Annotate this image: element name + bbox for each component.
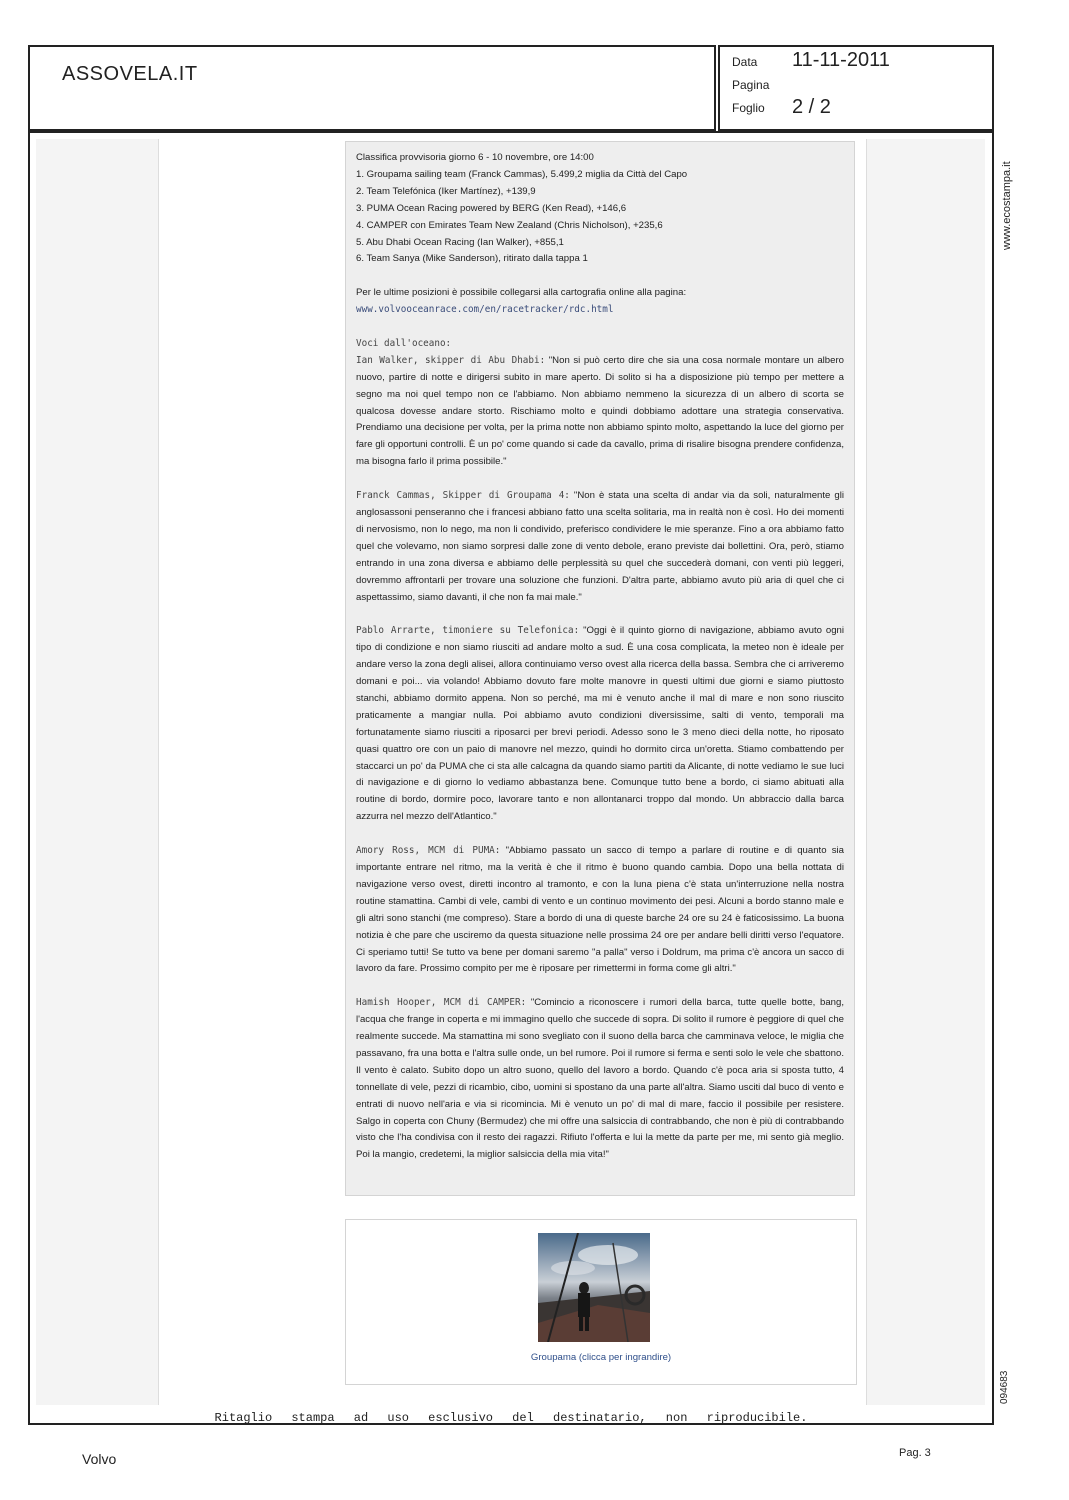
date-label: Data (732, 55, 758, 69)
standings-item: 3. PUMA Ocean Racing powered by BERG (Ken Read), +146,6 (356, 202, 627, 214)
footer-page: Pag. 3 (899, 1447, 931, 1459)
voice-text: "Comincio a riconoscere i rumori della barca, tutte quelle botte, bang, l'acqua che frange in coperta e mi immagino quello che succede di sopra. Di solito il rumore è peggiore di quel che realmente succede. Ma stamattina mi sono svegliato con il suono della barca che camminava veloce, le miglia che passavano, fra una botta e l'altra sulle onde, un bel rumore. Poi il rumore si ferma e senti solo le vele che sbattono. Il vento è calato. Subito dopo un altro suono, quello del lavoro a bordo. Quando c'è poca aria si sposta tutto, 4 tonnellate di vele, pezzi di ricambio, cibo, uomini si spostano da una parte all'altra. Siamo usciti dal buco di vento e entrati di nuovo nell'aria e via si ricomincia. Mi è venuto un po' di mal di mare, faccio il possibile per resistere. Salgo in coperta con Chuny (Bermudez) che mi offre una salsiccia di contrabbando, che non è più di contrabbando visto che l'ha condivisa con il resto dei ragazzi. Rifiuto l'offerta e lui la mette da parte per me, mi sento già meglio. Poi la mangio, credetemi, la miglior salsiccia della mia vita!" (356, 997, 844, 1161)
sheet-value: 2 / 2 (792, 96, 831, 118)
sheet-label: Foglio (732, 101, 765, 115)
article-body (345, 141, 855, 1196)
voice-speaker: Pablo Arrarte, timoniere su Telefonica: (356, 625, 580, 637)
voice-text: "Non è stata una scelta di andar via da soli, naturalmente gli anglosassoni penseranno che i francesi abbiano fatto una scelta solitaria, ma in realtà non è così. Ho dei momenti di nervosismo, non lo nego, ma non li condivido, preferisco condividere le mie speranze. Fino a ora abbiamo fatto quel che volevamo, non siamo sorpresi dalle zone di vento debole, erano previste dai bollettini. Ora, però, stiamo entrando in una zona diversa e abbiamo delle perplessità su quel che succederà domani, con venti più leggeri, dovremmo affrontarli per trovare una soluzione che funzioni. D'altra parte, abbiamo avuto più aria di quel che ci aspettassimo, siamo davanti, il che non fa mai male." (356, 490, 844, 603)
standings-item: 2. Team Telefónica (Iker Martínez), +139,9 (356, 185, 536, 197)
voice-block (356, 336, 844, 471)
left-sidebar (36, 139, 159, 1405)
header-meta-box (718, 45, 994, 131)
voice-speaker: Amory Ross, MCM di PUMA: (356, 845, 501, 857)
standings-block (356, 150, 844, 268)
groupama-photo[interactable] (538, 1233, 650, 1342)
voice-block (356, 623, 844, 826)
page-label: Pagina (732, 78, 770, 92)
standings-item: 1. Groupama sailing team (Franck Cammas), 5.499,2 miglia da Città del Capo (356, 168, 688, 180)
header-source-box (28, 45, 716, 131)
disclaimer: Ritaglio stampa ad uso esclusivo del destinatario, non riproducibile. (214, 1411, 808, 1425)
voice-text: "Non si può certo dire che sia una cosa normale montare un albero nuovo, partire di notte e dirigersi subito in mare aperto. Di solito si ha a disposizione più tempo per mettere a segno ma noi quel tempo non ce l'abbiamo. Non abbiamo nemmeno la sicurezza di un albero di scorta se qualcosa dovesse andare storto. Rischiamo molto e quindi dobbiamo adottare una strategia conservativa. Prendiamo una decisione per volta, per la prima notte non abbiamo spinto molto, aspettando la luce del giorno per fare gli opportuni controlli. È un po' come quando si cade da cavallo, prima di risalire bisogna prendere confidenza, ma bisogna farlo il prima possibile." (356, 354, 845, 468)
side-code: 094683 (999, 1370, 1010, 1404)
date-value: 11-11-2011 (792, 49, 890, 71)
source-title: ASSOVELA.IT (62, 63, 198, 85)
positions-block (356, 285, 844, 319)
voices-title: Voci dall'oceano: (356, 337, 452, 349)
photo-panel (345, 1219, 857, 1385)
photo-caption[interactable]: Groupama (clicca per ingrandire) (530, 1352, 672, 1363)
standings-title: Classifica provvisoria giorno 6 - 10 novembre, ore 14:00 (356, 152, 594, 163)
footer-source: Volvo (82, 1451, 117, 1467)
voice-block (356, 843, 844, 978)
standings-item: 5. Abu Dhabi Ocean Racing (Ian Walker), +855,1 (356, 236, 564, 248)
clipping-frame (28, 131, 994, 1425)
right-sidebar (866, 139, 985, 1405)
positions-text: Per le ultime posizioni è possibile collegarsi alla cartografia online alla pagina: (356, 287, 687, 299)
voice-speaker: Ian Walker, skipper di Abu Dhabi: (356, 354, 546, 366)
side-url: www.ecostampa.it (1001, 161, 1013, 250)
voice-text: "Abbiamo passato un sacco di tempo a parlare di routine e di quanto sia importante entrare nel ritmo, ma la verità è che il ritmo è buono quando cambia. Dopo una bella nottata di navigazione verso ovest, diretti incontro al tramonto, e con la luna piena c'è stata un'interruzione nella nostra routine stamattina. Cambi di vele, cambi di vento e un continuo movimento dei pesi. Alcuni a bordo stanno male e gli altri sono stanchi (me compreso). Stare a bordo di una di queste barche 24 ore su 24 è faticosissimo. La buona notizia è che pare che usciremo da questa situazione nelle prossima 24 ore per andare belli diritti verso l'equatore. Ci speriamo tutti! Se tutto va bene per domani saremo "a palla" verso i Doldrum, ma prima c'è ancora un sacco di lavoro da fare. Prossimo compito per me è riposare per rimettermi in forma come gli altri." (356, 845, 844, 975)
standings-item: 6. Team Sanya (Mike Sanderson), ritirato dalla tappa 1 (356, 253, 588, 265)
racetracker-link[interactable]: www.volvooceanrace.com/en/racetracker/rdc.html (356, 304, 614, 316)
standings-item: 4. CAMPER con Emirates Team New Zealand (Chris Nicholson), +235,6 (356, 219, 663, 231)
voice-speaker: Hamish Hooper, MCM di CAMPER: (356, 997, 527, 1009)
voice-speaker: Franck Cammas, Skipper di Groupama 4: (356, 490, 570, 502)
voice-text: "Oggi è il quinto giorno di navigazione, abbiamo avuto ogni tipo di condizione e non siamo riusciti ad andare molto a sud. È una cosa complicata, la meteo non è ideale per andare verso la zona degli alisei, allora continuiamo verso ovest alla ricerca della bassa. Sembra che ci arriveremo domani e poi... via volando! Abbiamo dovuto fare molte manovre in questi ultimi due giorni e siamo piuttosto stanchi, abbiamo dormito appena. Non so perché, ma mi è venuto anche il mal di mare e non sono riuscito praticamente a mangiar nulla. Poi abbiamo avuto condizioni diversissime, salti di vento, temporali ma fortunatamente siamo riusciti a riposarci per brevi periodi. Adesso sono le 3 meno dieci della notte, ho riposato quasi quattro ore con un paio di manovre nel mezzo, quindi ho dormito circa un'oretta. Stiamo combattendo per staccarci un po' da PUMA che ci sta alle calcagna da quando siamo partiti da Alicante, di notte vediamo le sue luci di navigazione e di giorno lo vediamo abbastanza bene. Comunque tutto bene a bordo, ci siamo abituati alla routine di bordo, dormire poco, lavorare tanto e non allontanarci troppo dal mondo. Un abbraccio dalla barca azzurra nel mezzo dell'Atlantico." (356, 625, 845, 823)
voice-block (356, 995, 844, 1164)
voice-block (356, 488, 844, 606)
